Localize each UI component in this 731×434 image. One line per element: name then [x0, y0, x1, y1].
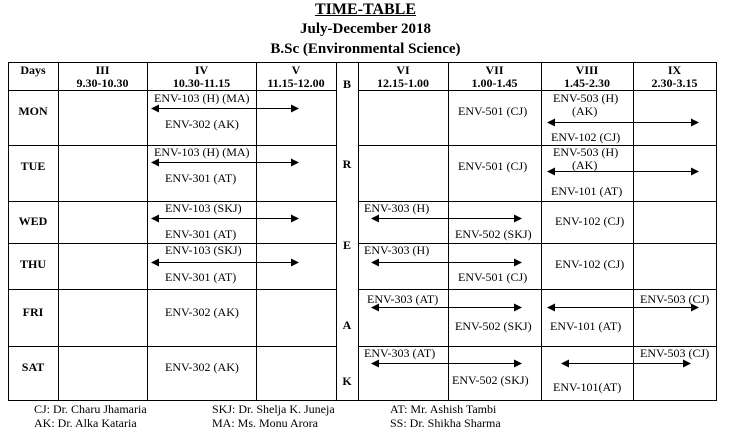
- timetable-entry: ENV-302 (AK): [165, 117, 239, 131]
- col-p7-time: 1.00-1.45: [471, 76, 518, 90]
- timetable-entry: ENV-502 (SKJ): [452, 373, 529, 387]
- col-p5-time: 11.15-12.00: [267, 76, 325, 90]
- timetable-entry: ENV-302 (AK): [165, 360, 239, 374]
- legend-ma: MA: Ms. Monu Arora: [212, 416, 319, 430]
- timetable-entry: ENV-502 (SKJ): [455, 319, 532, 333]
- timetable-entry: ENV-503 (H): [553, 145, 619, 159]
- col-p9-num: IX: [667, 63, 682, 77]
- timetable-entry: ENV-102 (CJ): [551, 130, 621, 144]
- timetable-entry: ENV-101(AT): [553, 380, 622, 394]
- day-label: WED: [18, 214, 48, 228]
- timetable-entry: ENV-303 (H): [364, 201, 430, 215]
- col-p9-time: 2.30-3.15: [651, 76, 698, 90]
- timetable-entry: ENV-501 (CJ): [458, 270, 528, 284]
- col-p8-num: VIII: [575, 63, 599, 77]
- timetable-entry: ENV-501 (CJ): [458, 104, 528, 118]
- timetable-entry: ENV-301 (AT): [165, 227, 237, 241]
- legend-skj: SKJ: Dr. Shelja K. Juneja: [212, 402, 335, 416]
- legend-cj: CJ: Dr. Charu Jhamaria: [34, 402, 147, 416]
- timetable-entry: (AK): [572, 104, 598, 118]
- day-label: THU: [19, 257, 46, 271]
- col-p3-time: 9.30-10.30: [76, 76, 129, 90]
- col-p4-num: IV: [194, 63, 209, 77]
- timetable-entry: ENV-103 (SKJ): [165, 243, 242, 257]
- timetable-entry: ENV-303 (H): [364, 243, 430, 257]
- timetable-entry: ENV-302 (AK): [165, 305, 239, 319]
- timetable-entry: ENV-102 (CJ): [555, 214, 625, 228]
- timetable-entry: ENV-303 (AT): [364, 346, 436, 360]
- legend-at: AT: Mr. Ashish Tambi: [390, 402, 497, 416]
- break-letter: R: [342, 157, 352, 171]
- page-title: TIME-TABLE: [314, 1, 417, 18]
- col-p3-num: III: [95, 63, 110, 77]
- day-label: FRI: [22, 305, 44, 319]
- program-title: B.Sc (Environmental Science): [270, 41, 461, 57]
- timetable-entry: ENV-501 (CJ): [458, 159, 528, 173]
- timetable-entry: ENV-502 (SKJ): [455, 227, 532, 241]
- timetable-entry: ENV-503 (CJ): [640, 346, 710, 360]
- col-p8-time: 1.45-2.30: [564, 76, 610, 90]
- timetable-entry: (AK): [572, 158, 598, 172]
- timetable-entry: ENV-101 (AT): [551, 184, 623, 198]
- col-p7-num: VII: [485, 63, 504, 77]
- session-title: July-December 2018: [300, 21, 431, 37]
- timetable-entry: ENV-103 (H) (MA): [154, 91, 250, 105]
- timetable-entry: ENV-103 (SKJ): [165, 201, 242, 215]
- col-days: Days: [20, 63, 46, 77]
- timetable-entry: ENV-503 (H): [553, 91, 619, 105]
- timetable-entry: ENV-101 (AT): [550, 319, 622, 333]
- break-letter: K: [342, 374, 352, 388]
- day-label: MON: [18, 104, 48, 118]
- timetable-entry: ENV-103 (H) (MA): [154, 145, 250, 159]
- timetable-entry: ENV-503 (CJ): [640, 292, 710, 306]
- timetable-entry: ENV-303 (AT): [367, 292, 439, 306]
- col-p5-num: V: [291, 63, 301, 77]
- col-p6-time: 12.15-1.00: [377, 76, 429, 90]
- timetable-entry: ENV-301 (AT): [165, 270, 237, 284]
- break-letter: A: [342, 318, 352, 332]
- timetable-entry: ENV-102 (CJ): [555, 257, 625, 271]
- break-letter: B: [342, 77, 351, 91]
- col-p4-time: 10.30-11.15: [172, 76, 231, 90]
- col-p6-num: VI: [396, 63, 410, 77]
- timetable-entry: ENV-301 (AT): [165, 171, 237, 185]
- day-label: SAT: [21, 360, 45, 374]
- legend-ak: AK: Dr. Alka Kataria: [34, 416, 137, 430]
- day-label: TUE: [20, 159, 46, 173]
- legend-ss: SS: Dr. Shikha Sharma: [390, 416, 501, 430]
- break-letter: E: [342, 238, 351, 252]
